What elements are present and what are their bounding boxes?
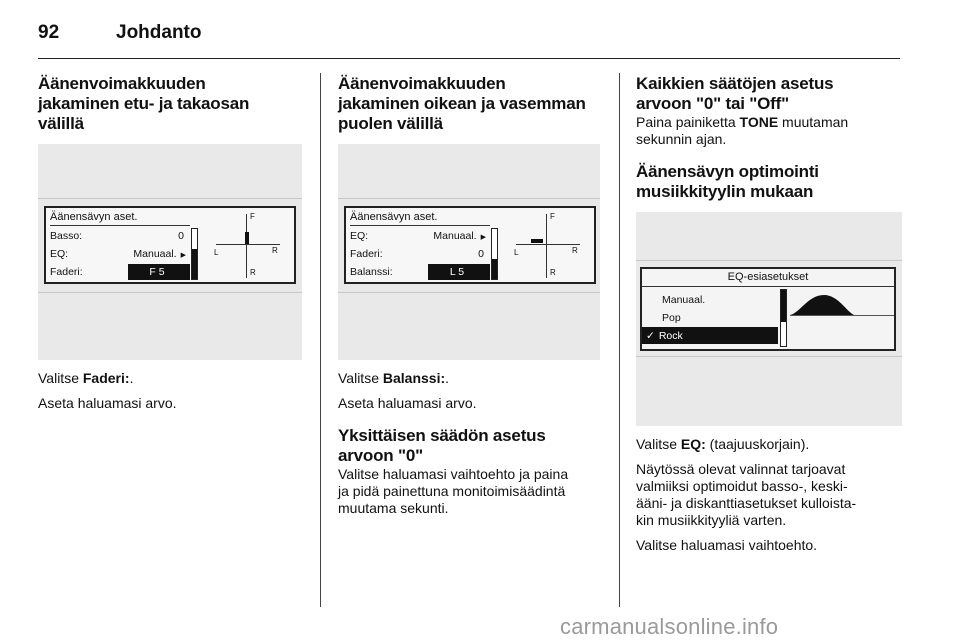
instruction-select-eq: Valitse EQ: (taajuuskorjain). (636, 436, 810, 452)
display-row-eq: EQ: Manuaal. ▶ (50, 248, 186, 260)
balance-position-marker (531, 239, 543, 243)
section-heading-music-style: Äänensävyn optimointi musiikkityylin mukaan (636, 162, 819, 201)
instruction-set-value: Aseta haluamasi arvo. (338, 395, 477, 411)
paragraph-eq-options: Näytössä olevat valinnat tarjoavat valmiiksi optimoidut basso-, keski- ääni- ja diskanttiasetukset kulloista- kin musiikkityyliä varten. (636, 461, 857, 528)
display-row-balance-label: Balanssi: (350, 266, 393, 278)
eq-option-manual: Manuaal. (662, 293, 706, 306)
eq-screen-figure (636, 212, 902, 426)
section-heading-balance: Äänenvoimakkuuden jakaminen oikean ja vasemman puolen välillä (338, 74, 586, 133)
paragraph-reset-single: Valitse haluamasi vaihtoehto ja paina ja pidä painettuna monitoimisäädintä muutama sekunti. (338, 466, 569, 516)
tone-settings-display (44, 206, 296, 284)
display-scrollbar (780, 289, 787, 347)
arrow-right-icon: ▶ (480, 234, 486, 241)
cross-label-right: R (272, 246, 278, 255)
cross-label-left: L (214, 248, 219, 257)
display-balance-value-selected: L 5 (428, 264, 490, 280)
display-title: Äänensävyn aset. (350, 211, 438, 223)
eq-curve-graphic (790, 291, 892, 323)
column-fader (38, 74, 306, 412)
fader-screen-figure (38, 144, 302, 360)
instruction-select-fader: Valitse Faderi:. (38, 370, 134, 386)
eq-option-rock-selected: ✓ Rock (642, 327, 778, 344)
display-row-eq: EQ: Manuaal. ▶ (350, 230, 486, 242)
column-divider (619, 73, 620, 607)
display-row-bass: Basso: 0 (50, 230, 184, 242)
cross-label-front: F (550, 212, 555, 221)
column-balance (338, 74, 606, 517)
instruction-set-value: Aseta haluamasi arvo. (38, 395, 177, 411)
cross-label-rear: R (250, 268, 256, 277)
section-heading-fader: Äänenvoimakkuuden jakaminen etu- ja takaosan välillä (38, 74, 250, 133)
paragraph-reset-all: Paina painiketta TONE muutaman sekunnin ajan. (636, 114, 849, 147)
tone-settings-display (344, 206, 596, 284)
display-fader-value-selected: F 5 (128, 264, 190, 280)
cross-label-left: L (514, 248, 519, 257)
display-scrollbar (191, 228, 198, 280)
page-header (38, 18, 202, 48)
instruction-select-balance: Valitse Balanssi:. (338, 370, 450, 386)
display-scrollbar (491, 228, 498, 280)
watermark-text: carmanualsonline.info (560, 614, 779, 639)
page-title: Johdanto (116, 22, 202, 43)
header-rule (38, 58, 900, 59)
checkmark-icon: ✓ (646, 329, 655, 342)
display-row-fader: Faderi: 0 (350, 248, 484, 260)
eq-option-pop: Pop (662, 311, 681, 324)
eq-presets-display (640, 267, 896, 351)
section-heading-reset-all: Kaikkien säätöjen asetus arvoon "0" tai "Off" (636, 74, 834, 113)
display-title: EQ-esiasetukset (727, 271, 809, 283)
display-title: Äänensävyn aset. (50, 211, 138, 223)
instruction-choose-option: Valitse haluamasi vaihtoehto. (636, 537, 818, 553)
arrow-right-icon: ▶ (180, 252, 186, 259)
page-number: 92 (38, 22, 60, 43)
cross-label-right: R (572, 246, 578, 255)
column-eq (636, 74, 904, 554)
display-row-fader-label: Faderi: (50, 266, 83, 278)
column-divider (320, 73, 321, 607)
fader-position-marker (245, 232, 249, 244)
cross-label-rear: R (550, 268, 556, 277)
balance-screen-figure (338, 144, 600, 360)
section-heading-reset-single: Yksittäisen säädön asetus arvoon "0" (338, 426, 546, 465)
cross-label-front: F (250, 212, 255, 221)
